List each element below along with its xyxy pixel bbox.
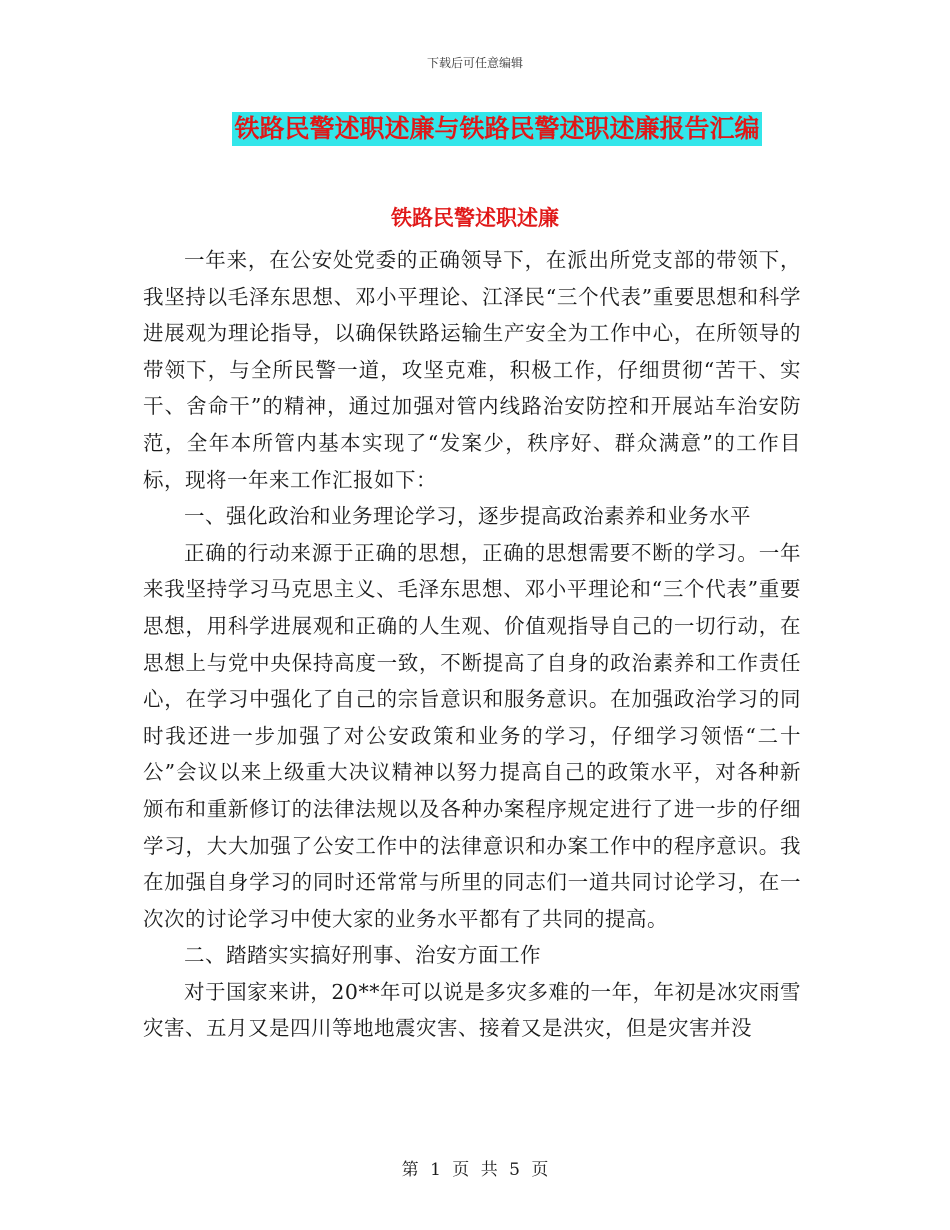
- heading-part-one: 一、强化政治和业务理论学习，逐步提高政治素养和业务水平: [184, 504, 751, 529]
- heading-part-two: 二、踏踏实实搞好刑事、治安方面工作: [184, 943, 541, 968]
- paragraph-intro: 一年来，在公安处党委的正确领导下，在派出所党支部的带领下，我坚持以毛泽东思想、邓小平理论、江泽民“三个代表”重要思想和科学进展观为理论指导，以确保铁路运输生产安全为工作中心，在所领导的带领下，与全所民警一道，攻坚克难，积极工作，仔细贯彻“苦干、实干、舍命干”的精神，通过加强对管内线路治安防控和开展站车治安防范，全年本所管内基本实现了“发案少，秩序好、群众满意”的工作目标，现将一年来工作汇报如下：: [143, 248, 801, 492]
- header-note: 下载后可任意编辑: [426, 56, 523, 70]
- document-title: 铁路民警述职述廉与铁路民警述职述廉报告汇编: [232, 112, 761, 146]
- page-number-footer: 第 1 页 共 5 页: [401, 1160, 549, 1180]
- document-body: [143, 242, 801, 1047]
- document-title-wrapper: [0, 112, 950, 146]
- section-title: 铁路民警述职述廉: [391, 205, 559, 230]
- paragraph-study: 正确的行动来源于正确的思想，正确的思想需要不断的学习。一年来我坚持学习马克思主义、毛泽东思想、邓小平理论和“三个代表”重要思想，用科学进展观和正确的人生观、价值观指导自己的一切行动，在思想上与党中央保持高度一致，不断提高了自身的政治素养和工作责任心，在学习中强化了自己的宗旨意识和服务意识。在加强政治学习的同时我还进一步加强了对公安政策和业务的学习，仔细学习领悟“二十公”会议以来上级重大决议精神以努力提高自己的政策水平，对各种新颁布和重新修订的法律法规以及各种办案程序规定进行了进一步的仔细学习，大大加强了公安工作中的法律意识和办案工作中的程序意识。我在加强自身学习的同时还常常与所里的同志们一道共同讨论学习，在一次次的讨论学习中使大家的业务水平都有了共同的提高。: [143, 540, 801, 931]
- paragraph-disasters: 对于国家来讲，20**年可以说是多灾多难的一年，年初是冰灾雨雪灾害、五月又是四川等地地震灾害、接着又是洪灾，但是灾害并没: [143, 979, 801, 1041]
